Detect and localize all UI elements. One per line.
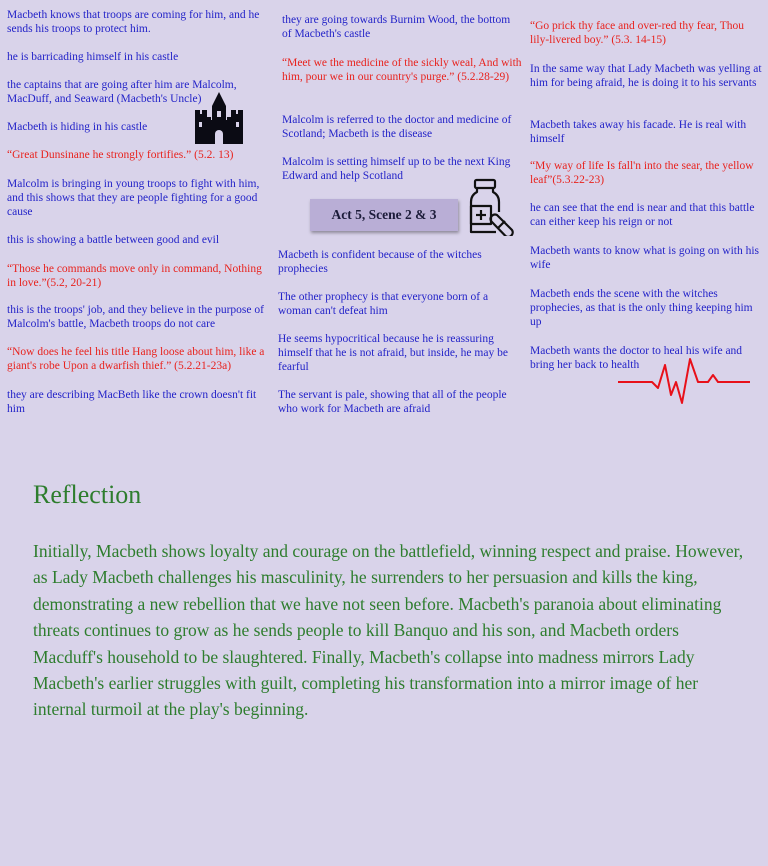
note-2-2: Malcolm is referred to the doctor and medicine of Scotland; Macbeth is the disease bbox=[282, 114, 512, 140]
note-2-3: Malcolm is setting himself up to be the next King Edward and help Scotland bbox=[282, 156, 511, 182]
act-scene-label: Act 5, Scene 2 & 3 bbox=[310, 199, 458, 231]
note-2-7: The servant is pale, showing that all of the people who work for Macbeth are afraid bbox=[278, 389, 507, 415]
note-1-2: he is barricading himself in his castle bbox=[7, 51, 179, 63]
note-3-4: Macbeth wants to know what is going on with his wife bbox=[530, 245, 760, 271]
note-2-6: He seems hypocritical because he is reassuring himself that he is not afraid, but inside, he may be fearful bbox=[278, 333, 508, 373]
medicine-bottle-icon bbox=[466, 178, 516, 236]
note-1-4: Macbeth is hiding in his castle bbox=[7, 121, 148, 133]
quote-3-2: “My way of life Is fall'n into the sear, the yellow leaf”(5.3.22-23) bbox=[530, 160, 754, 186]
note-2-1: they are going towards Burnim Wood, the bottom of Macbeth's castle bbox=[282, 14, 511, 40]
quote-1-3: “Now does he feel his title Hang loose about him, like a giant's robe Upon a dwarfish thief.” (5.2.21-23a) bbox=[7, 346, 265, 372]
note-3-6: Macbeth wants the doctor to heal his wife and bring her back to health bbox=[530, 345, 743, 371]
quote-3-1: “Go prick thy face and over-red thy fear, Thou lily-livered boy.” (5.3. 14-15) bbox=[530, 20, 744, 46]
note-1-1: Macbeth knows that troops are coming for him, and he sends his troops to protect him. bbox=[7, 9, 260, 35]
note-3-5: Macbeth ends the scene with the witches prophecies, as that is the only thing keeping him up bbox=[530, 288, 753, 328]
reflection-title: Reflection bbox=[33, 480, 142, 509]
note-1-5: Malcolm is bringing in young troops to fight with him, and this shows that they are people fighting for a good cause bbox=[7, 178, 260, 218]
note-3-2: Macbeth takes away his facade. He is real with himself bbox=[530, 119, 747, 145]
quote-1-2: “Those he commands move only in command, Nothing in love.”(5.2, 20-21) bbox=[7, 263, 262, 289]
heartbeat-icon bbox=[618, 355, 750, 407]
note-1-8: they are describing MacBeth like the crown doesn't fit him bbox=[7, 389, 257, 415]
note-2-4: Macbeth is confident because of the witches prophecies bbox=[278, 249, 482, 275]
reflection-body: Initially, Macbeth shows loyalty and courage on the battlefield, winning respect and praise. However, as Lady Macbeth challenges his masculinity, he surrenders to her persuasion and kills the king, demonstrating a new rebellion that we have not seen before. Macbeth's paranoia about eliminating threats continues to grow as he sends people to kill Banquo and his son, and Macbeth orders Macduff's household to be slaughtered. Finally, Macbeth's collapse into madness mirrors Lady Macbeth's earlier struggles with guilt, completing his transformation into a mirror image of her internal turmoil at the play's beginning. bbox=[33, 541, 744, 720]
note-1-3: the captains that are going after him are Malcolm, MacDuff, and Seaward (Macbeth's Uncle) bbox=[7, 79, 237, 105]
note-3-3: he can see that the end is near and that this battle can either keep his reign or not bbox=[530, 202, 755, 228]
note-2-5: The other prophecy is that everyone born of a woman can't defeat him bbox=[278, 291, 489, 317]
note-3-1: In the same way that Lady Macbeth was yelling at him for being afraid, he is doing it to his servants bbox=[530, 63, 762, 89]
note-1-7: this is the troops' job, and they believe in the purpose of Malcolm's battle, Macbeth troops do not care bbox=[7, 304, 264, 330]
quote-1-1: “Great Dunsinane he strongly fortifies.” (5.2. 13) bbox=[7, 149, 234, 161]
note-1-6: this is showing a battle between good and evil bbox=[7, 234, 220, 246]
castle-icon bbox=[193, 90, 245, 144]
quote-2-1: “Meet we the medicine of the sickly weal, And with him, pour we in our country's purge.” (5.2.28-29) bbox=[282, 57, 522, 83]
